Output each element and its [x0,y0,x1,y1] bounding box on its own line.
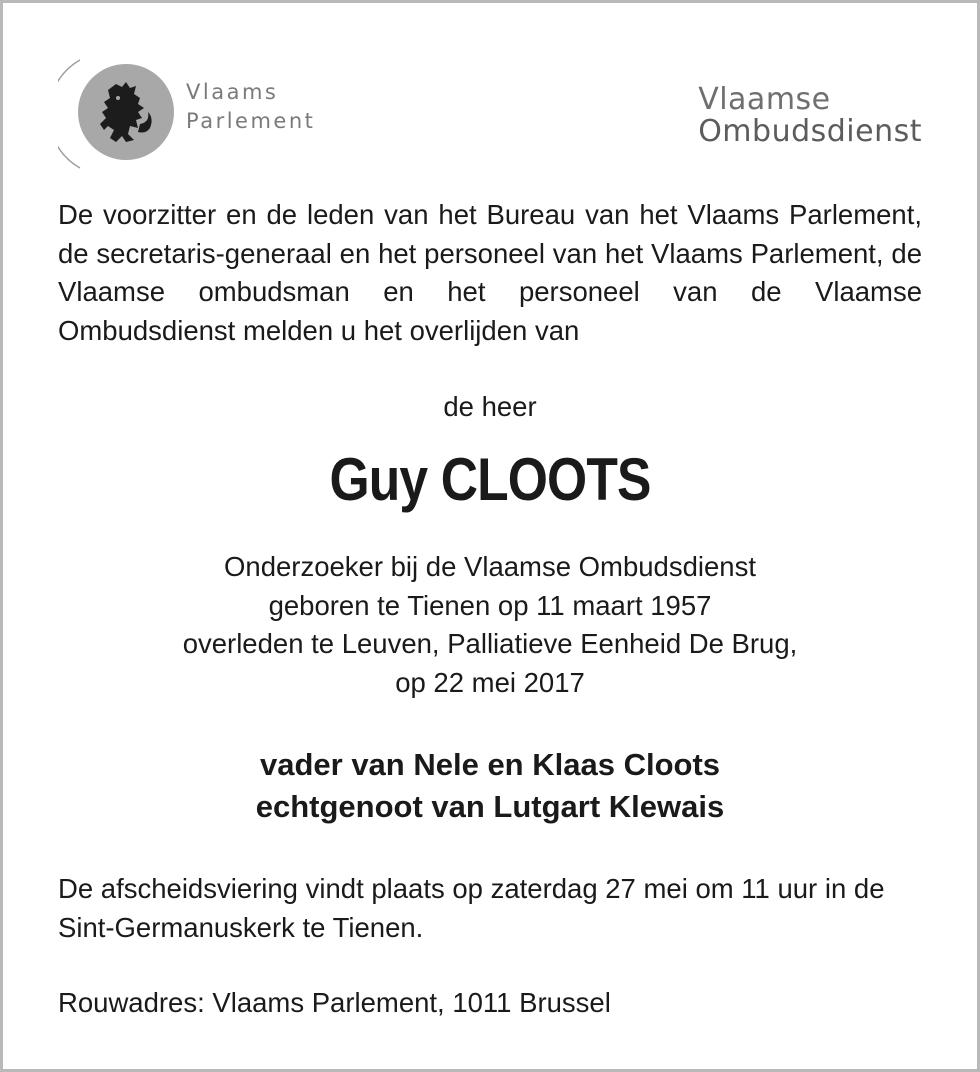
detail-line: op 22 mei 2017 [395,666,585,698]
lion-emblem-disc [78,64,174,160]
vp-line1: Vlaams [186,80,279,104]
family-relations [58,744,922,828]
flemish-lion-icon [78,64,174,160]
vlaamse-ombudsdienst-logo [698,84,922,148]
vo-line1: Vlaamse [698,82,831,117]
detail-line: geboren te Tienen op 11 maart 1957 [268,589,712,621]
vo-line2: Ombudsdienst [698,114,922,149]
vp-line2: Parlement [186,109,316,133]
family-line: vader van Nele en Klaas Cloots [259,747,721,782]
detail-line: overleden te Leuven, Palliatieve Eenheid De Brug, [182,628,798,659]
deceased-details [58,548,922,702]
family-line: echtgenoot van Lutgart Klewais [255,789,725,824]
mourning-address: Rouwadres: Vlaams Parlement, 1011 Brussel [58,987,611,1018]
salutation: de heer [443,391,537,422]
vlaams-parlement-wordmark [186,78,315,136]
detail-line: Onderzoeker bij de Vlaamse Ombudsdienst [224,551,756,582]
deceased-name: Guy CLOOTS [329,446,651,513]
vlaams-parlement-logo [58,58,358,170]
intro-paragraph: De voorzitter en de leden van het Bureau van het Vlaams Parlement, de secretaris-generaal en het personeel van het Vlaams Parlement, de Vlaamse ombudsman en het personeel van de Vlaamse Ombudsdienst melden u het overlijden van [58,199,922,346]
ceremony-paragraph: De afscheidsviering vindt plaats op zaterdag 27 mei om 11 uur in de Sint-Germanuskerk te Tienen. [58,873,885,943]
